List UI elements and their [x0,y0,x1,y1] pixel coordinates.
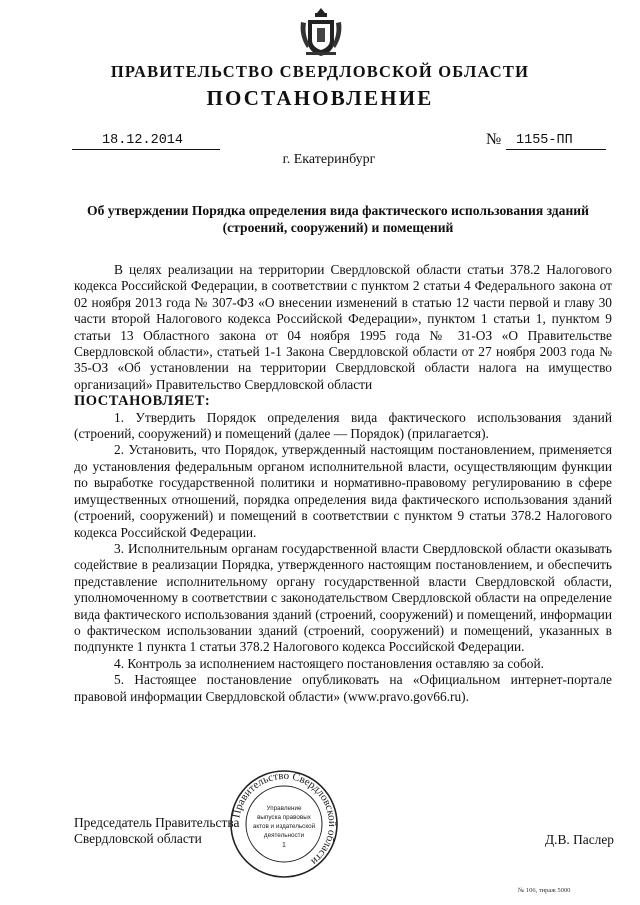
print-info: № 106, тираж 5000 [518,887,571,894]
title-line-1: Об утверждении Порядка определения вида фактического использования зданий [87,203,589,218]
stamp-inner-line-2: выпуска правовых [257,814,311,821]
title-line-2: (строений, сооружений) и помещений [222,220,454,235]
paragraph-5: 5. Настоящее постановление опубликовать на «Официальном интернет-портале правовой информации Свердловской области» (www.pravo.gov66.ru). [74,672,612,704]
document-title [68,202,608,236]
stamp-inner-line-1: Управление [266,805,302,812]
signatory-name: Д.В. Паслер [545,832,614,847]
number-sign: № [486,131,502,148]
paragraph-2: 2. Установить, что Порядок, утвержденный настоящим постановлением, применяется до установления федеральным органом исполнительной власти, осуществляющим функции по выработке государственной политики и нормативно-правовому регулированию в сфере имущественных отношений, порядка определения вида фактического использования зданий (строений, сооружений) и помещений в соответствии с пунктом 9 статьи 378.2 Налогового кодекса Российской Федерации. [74,442,612,540]
paragraph-1: 1. Утвердить Порядок определения вида фактического использования зданий (строений, сооружений) и помещений (далее — Порядок) (прилагается). [74,409,612,442]
document-type: ПОСТАНОВЛЕНИЕ [206,86,434,110]
document-body [74,262,612,705]
government-name: ПРАВИТЕЛЬСТВО СВЕРДЛОВСКОЙ ОБЛАСТИ [110,62,530,81]
signatory-position [74,815,239,848]
document-date: 18.12.2014 [72,133,220,150]
official-stamp [228,768,340,880]
position-line-1: Председатель Правительства [74,815,240,830]
intro-paragraph: В целях реализации на территории Свердловской области статьи 378.2 Налогового кодекса Российской Федерации, в соответствии с пунктом 2 статьи 4 Федерального закона от 02 ноября 2013 года № 307-ФЗ «О внесении изменений в статью 12 части первой и главу 30 части второй Налогового кодекса Российской Федерации», пунктом 1 статьи 1, пунктом 9 статьи 13 Областного закона от 04 ноября 1995 года № 31-ОЗ «О Правительстве Свердловской области», статьей 1-1 Закона Свердловской области от 27 ноября 2003 года № 35-ОЗ «Об установлении на территории Свердловской области налога на имущество организаций» Правительство Свердловской области [74,262,612,392]
stamp-inner-line-4: деятельности [263,832,305,839]
stamp-inner-line-3: актов и издательской [252,823,316,830]
resolves-heading: ПОСТАНОВЛЯЕТ: [74,393,211,410]
paragraph-3: 3. Исполнительным органам государственной власти Свердловской области оказывать содействие в реализации Порядка, утвержденного настоящим постановлением, и обеспечить представление исполнительному органу государственной власти Свердловской области, уполномоченному в соответствии с законодательством Свердловской области на определение вида фактического использования зданий (строений, сооружений) и помещений, информации о фактическом использовании зданий (строений, сооружений) и помещений, указанных в подпункте 1 пункта 1 статьи 378.2 Налогового кодекса Российской Федерации. [74,540,612,655]
stamp-ring-text: Правительство Свердловской области [230,769,339,868]
position-line-2: Свердловской области [74,831,202,847]
stamp-inner-number: 1 [282,842,286,849]
city: г. Екатеринбург [282,152,376,167]
paragraph-4: 4. Контроль за исполнением настоящего постановления оставляю за собой. [114,655,545,671]
document-number: 1155-ПП [506,133,606,150]
coat-of-arms-emblem [298,6,344,60]
